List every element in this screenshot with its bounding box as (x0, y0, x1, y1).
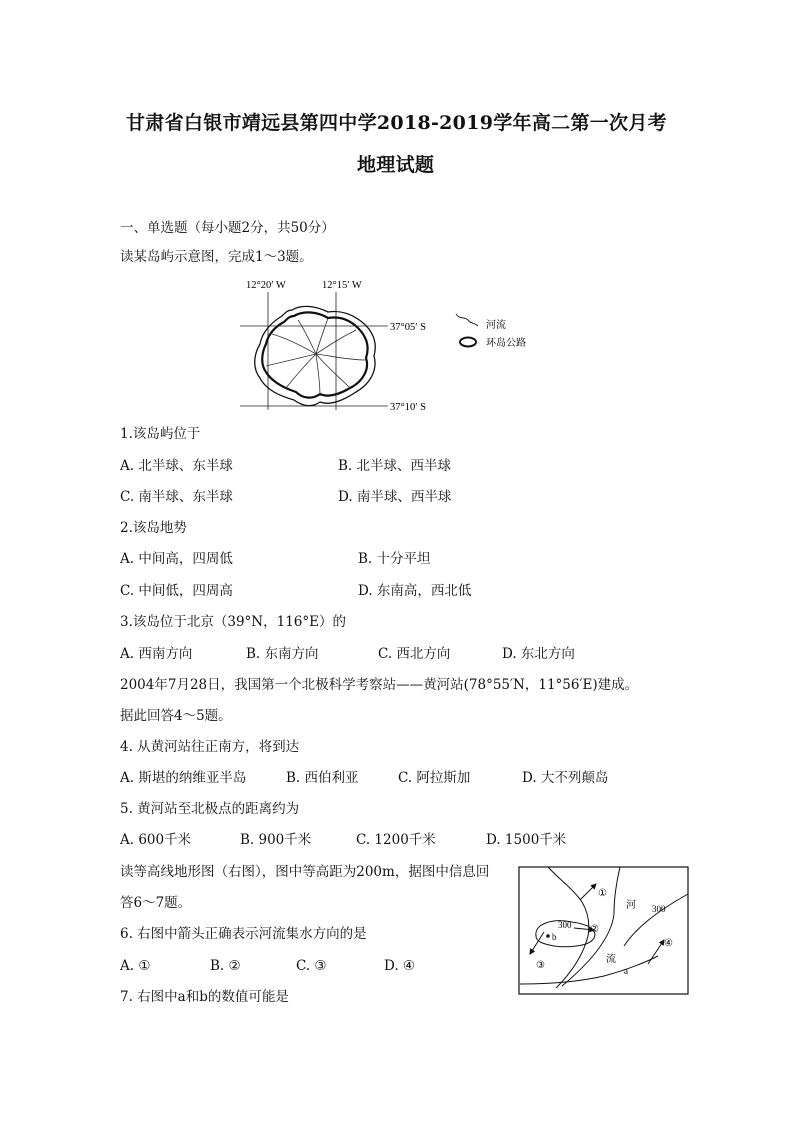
page-title-line1: 甘肃省白银市靖远县第四中学2018-2019学年高二第一次月考 (126, 112, 667, 134)
island-coastline (255, 306, 376, 405)
arrow-3-label: ③ (536, 960, 545, 971)
contour-map (518, 866, 690, 996)
section-heading: 一、单选题（每小题2分，共50分） (120, 220, 335, 236)
q7-stem: 7. 右图中a和b的数值可能是 (120, 989, 289, 1005)
intro-text-2-line2: 据此回答4～5题。 (120, 708, 232, 724)
q2-stem: 2.该岛地势 (120, 520, 187, 536)
q6-option-b: B. ② (210, 958, 241, 974)
q4-option-d: D. 大不列颠岛 (522, 770, 609, 786)
q1-option-a: A. 北半球、东半球 (120, 458, 233, 474)
lon-left-label: 12°20′ W (246, 280, 286, 291)
legend-river-label: 河流 (486, 320, 506, 331)
q4-option-c: C. 阿拉斯加 (398, 770, 471, 786)
q3-option-a: A. 西南方向 (120, 646, 193, 662)
q2-option-b: B. 十分平坦 (358, 551, 431, 567)
legend-river-icon (456, 314, 478, 326)
contour-map-frame (519, 867, 688, 994)
q2-option-a: A. 中间高，四周低 (120, 551, 233, 567)
arrow-2-label: ② (590, 924, 599, 935)
arrow-1-label: ① (598, 888, 607, 899)
lat-top-label: 37°05′ S (390, 322, 426, 333)
intro-text-2-line1: 2004年7月28日，我国第一个北极科学考察站——黄河站(78°55′N，11°56′E)建成。 (120, 677, 639, 693)
lon-right-label: 12°15′ W (322, 280, 362, 291)
q3-stem: 3.该岛位于北京（39°N，116°E）的 (120, 614, 346, 630)
q3-option-b: B. 东南方向 (246, 646, 319, 662)
q4-option-b: B. 西伯利亚 (286, 770, 359, 786)
q1-option-c: C. 南半球、东半球 (120, 489, 233, 505)
q1-option-d: D. 南半球、西半球 (338, 489, 452, 505)
contour-300-right-label: 300 (652, 904, 666, 914)
intro-text-3-line2: 答6～7题。 (120, 895, 192, 911)
q3-option-c: C. 西北方向 (378, 646, 451, 662)
point-b-label: b (552, 932, 557, 942)
q1-stem: 1.该岛屿位于 (120, 426, 201, 442)
legend-road-icon (460, 338, 476, 347)
q3-option-d: D. 东北方向 (502, 646, 575, 662)
intro-text-1: 读某岛屿示意图，完成1～3题。 (120, 249, 313, 265)
river-label-he: 河 (626, 900, 636, 911)
q4-stem: 4. 从黄河站往正南方，将到达 (120, 739, 300, 755)
lat-bottom-label: 37°10′ S (390, 402, 426, 413)
island-map (232, 276, 552, 414)
point-b-dot (546, 934, 550, 938)
q6-option-d: D. ④ (384, 958, 416, 974)
arrow-4-label: ④ (664, 938, 673, 949)
q5-option-b: B. 900千米 (240, 832, 312, 848)
q6-option-c: C. ③ (296, 958, 327, 974)
q2-option-d: D. 东南高，西北低 (358, 583, 472, 599)
page-title-line2: 地理试题 (357, 154, 435, 176)
q1-option-b: B. 北半球、西半球 (338, 458, 452, 474)
q6-stem: 6. 右图中箭头正确表示河流集水方向的是 (120, 926, 367, 942)
point-a-label: a (624, 966, 628, 976)
intro-text-3-line1: 读等高线地形图（右图），图中等高距为200m，据图中信息回 (120, 864, 490, 880)
legend-road-label: 环岛公路 (486, 338, 526, 349)
q5-option-a: A. 600千米 (120, 832, 192, 848)
q6-option-a: A. ① (120, 958, 151, 974)
contour-300-left-label: 300 (558, 920, 572, 930)
river-label-liu: 流 (606, 954, 616, 965)
q5-option-d: D. 1500千米 (486, 832, 567, 848)
q5-stem: 5. 黄河站至北极点的距离约为 (120, 801, 300, 817)
q4-option-a: A. 斯堪的纳维亚半岛 (120, 770, 247, 786)
q5-option-c: C. 1200千米 (356, 832, 436, 848)
q2-option-c: C. 中间低，四周高 (120, 583, 233, 599)
